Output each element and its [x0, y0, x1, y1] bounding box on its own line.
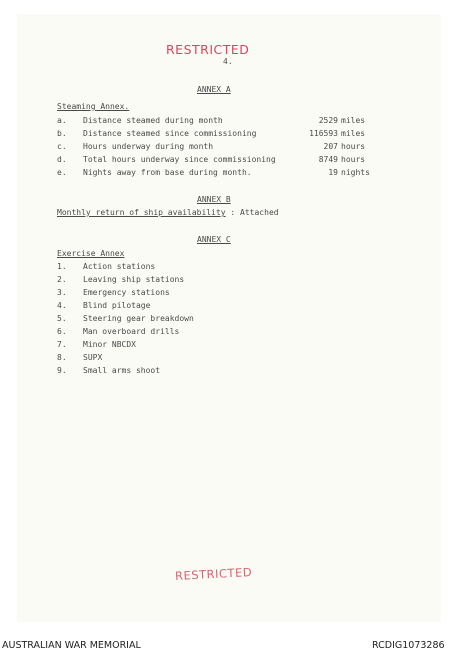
restricted-stamp-top: RESTRICTED [166, 42, 250, 57]
ship-availability-label: Monthly return of ship availability [57, 208, 226, 217]
steaming-annex-title: Steaming Annex. [57, 102, 130, 111]
footer-institution: AUSTRALIAN WAR MEMORIAL [2, 640, 141, 651]
ship-availability-suffix: : Attached [230, 208, 279, 217]
footer-record-id: RCDIG1073286 [372, 640, 445, 651]
page-number: 4. [223, 57, 233, 66]
annex-c-heading: ANNEX C [197, 235, 231, 244]
ship-availability-line [57, 208, 279, 218]
exercise-annex-title: Exercise Annex [57, 249, 125, 258]
restricted-stamp-bottom: RESTRICTED [174, 564, 253, 584]
annex-a-heading: ANNEX A [197, 85, 231, 94]
annex-b-heading: ANNEX B [197, 195, 231, 204]
